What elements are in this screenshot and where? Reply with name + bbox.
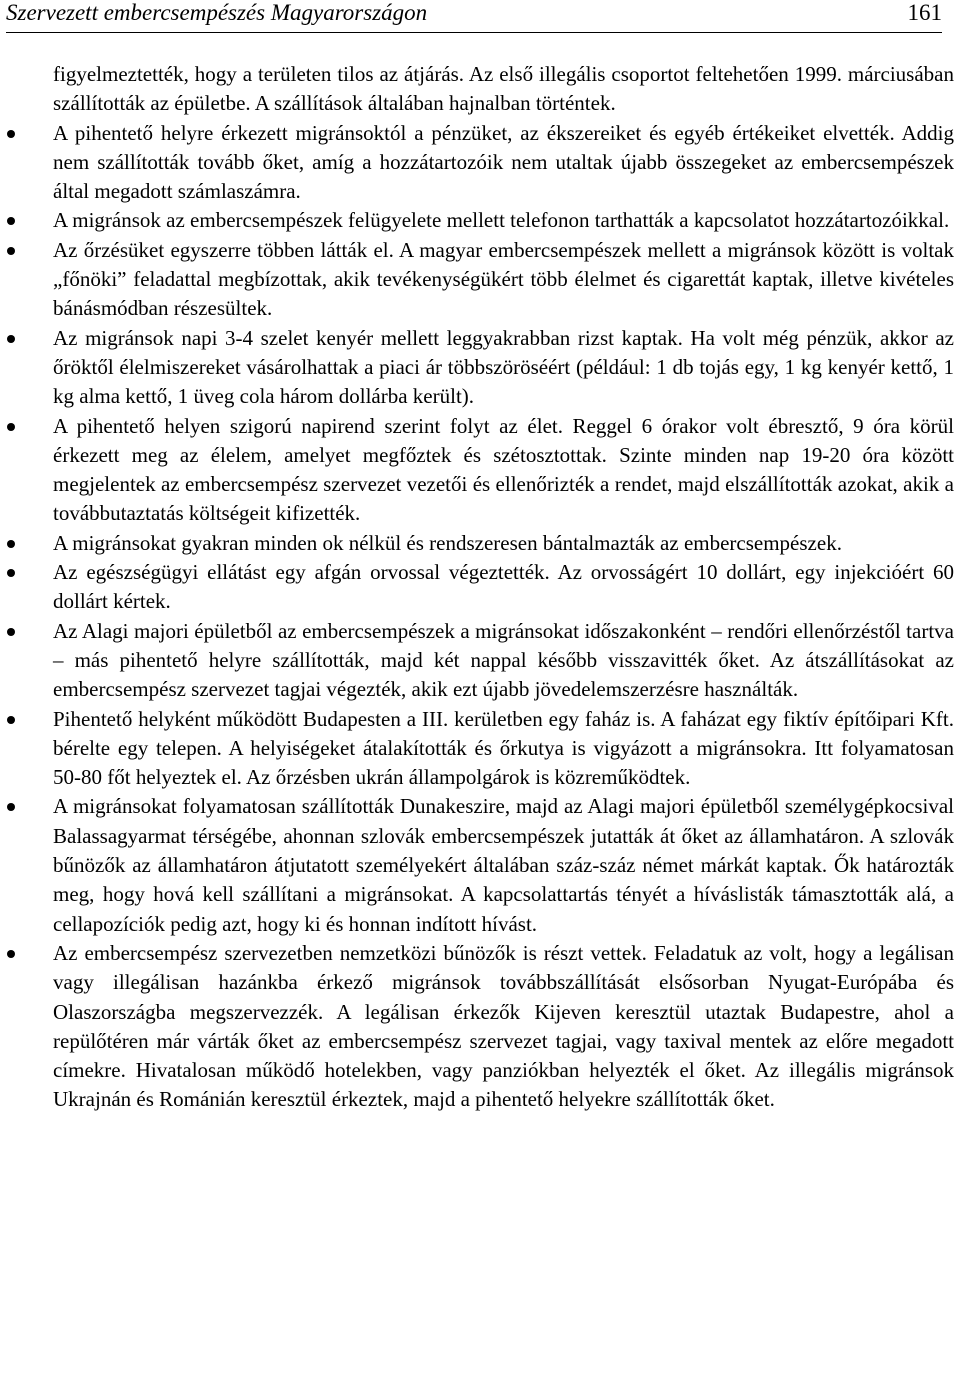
bullet-item (53, 119, 954, 207)
bullet-item (53, 529, 954, 558)
bullet-item (53, 558, 954, 617)
bullet-item (53, 939, 954, 1115)
bullet-text: Az őrzésüket egyszerre többen látták el. A magyar embercsempészek mellett a migránsok között is voltak „főnöki” feladattal megbízottak, akik tevékenységükért több élelmet és cigarettát kaptak, illetve kivételes bánásmódban részesültek. (53, 237, 954, 321)
bullet-text: A migránsok az embercsempészek felügyelete mellett telefonon tarthatták a kapcsolatot hozzátartozóikkal. (53, 208, 950, 233)
bullet-item (53, 206, 954, 235)
bullet-text: A pihentető helyen szigorú napirend szerint folyt az élet. Reggel 6 órakor volt ébresztő, 9 óra körül érkezett meg az élelem, amelyet megfőztek és szétosztottak. Szinte minden nap 19-20 óra között megjelentek az embercsempész szervezet vezetői és ellenőrizték a rendet, majd elszállították azokat, akik a továbbutaztatás költségeit kifizették. (53, 413, 954, 526)
bullet-text: Az egészségügyi ellátást egy afgán orvossal végeztették. Az orvosságért 10 dollárt, egy injekcióért 60 dollárt kértek. (53, 560, 954, 614)
bullet-text: Pihentető helyként működött Budapesten a III. kerületben egy faház is. A faházat egy fiktív építőipari Kft. bérelte egy telepen. A helyiségeket átalakították és őrkutya is vigyázott a migránsokra. Itt folyamatosan 50-80 főt helyeztek el. Az őrzésben ukrán állampolgárok is közreműködtek. (53, 706, 954, 790)
bullet-dot-icon (7, 540, 15, 548)
bullet-text: A pihentető helyre érkezett migránsoktól a pénzüket, az ékszereiket és egyéb értékeiket elvették. Addig nem szállították tovább őket, amíg a hozzátartozóik nem utaltak újabb összegeket az embercsempészek által megadott számlaszámra. (53, 120, 954, 204)
bullet-text: Az migránsok napi 3-4 szelet kenyér mellett leggyakrabban rizst kaptak. Ha volt még pénzük, akkor az őröktől élelmiszereket vásárolhattak a piaci ár többszöröséért (például: 1 db tojás egy, 1 kg kenyér kettő, 1 kg alma kettő, 1 üveg cola három dollárba került). (53, 325, 954, 409)
bullet-dot-icon (7, 716, 15, 724)
bullet-item (53, 705, 954, 793)
bullet-dot-icon (7, 217, 15, 225)
page-number: 161 (907, 0, 942, 25)
running-title: Szervezett embercsempészés Magyarországon (6, 0, 428, 25)
bullet-dot-icon (7, 950, 15, 958)
continuation-paragraph: figyelmeztették, hogy a területen tilos az átjárás. Az első illegális csoportot feltehetően 1999. márciusában szállították az épületbe. A szállítások általában hajnalban történtek. (53, 62, 954, 116)
bullet-dot-icon (7, 130, 15, 138)
bullet-item (53, 617, 954, 705)
bullet-dot-icon (7, 628, 15, 636)
bullet-dot-icon (7, 569, 15, 577)
bullet-item (53, 324, 954, 412)
page-body (53, 60, 954, 1115)
bullet-text: Az Alagi majori épületből az embercsempészek a migránsokat időszakonként – rendőri ellenőrzéstől tartva – más pihentető helyre szállították, majd két nappal később visszavitték őket. Az átszállításokat az embercsempész szervezet tagjai végezték, akik ezt újabb jövedelemszerzésre használták. (53, 618, 954, 702)
bullet-dot-icon (7, 247, 15, 255)
bullet-dot-icon (7, 803, 15, 811)
running-header (6, 0, 942, 34)
bullet-list (53, 119, 954, 1115)
bullet-item (53, 792, 954, 938)
bullet-dot-icon (7, 335, 15, 343)
bullet-text: A migránsokat folyamatosan szállították Dunakeszire, majd az Alagi majori épületből személygépkocsival Balassagyarmat térségébe, ahonnan szlovák embercsempészek jutatták át őket az államhatáron. A szlovák bűnözők az államhatáron átjutatott személyekért általában száz-száz német márkát kaptak. Ők határozták meg, hogy hová kell szállítani a migránsokat. A kapcsolattartás tényét a híváslisták támasztották alá, a cellapozíciók pedig azt, hogy ki és honnan indított hívást. (53, 794, 954, 936)
header-divider (6, 32, 942, 33)
bullet-item (53, 412, 954, 529)
bullet-item (53, 236, 954, 324)
bullet-text: Az embercsempész szervezetben nemzetközi bűnözők is részt vettek. Feladatuk az volt, hogy a legálisan vagy illegálisan hazánkba érkező migránsok továbbszállítását elsősorban Nyugat-Európába és Olaszországba megszervezzék. A legálisan érkezők Kijeven keresztül utaztak Budapestre, ahol a repülőtéren már várták őket az embercsempész szervezet tagjai, vagy taxival mentek az előre megadott címekre. Hivatalosan működő hotelekben, vagy panziókban helyezték el őket. Az illegális migránsok Ukrajnán és Románián keresztül érkeztek, majd a pihentető helyekre szállították őket. (53, 940, 954, 1112)
bullet-dot-icon (7, 423, 15, 431)
bullet-text: A migránsokat gyakran minden ok nélkül és rendszeresen bántalmazták az embercsempészek. (53, 530, 842, 555)
